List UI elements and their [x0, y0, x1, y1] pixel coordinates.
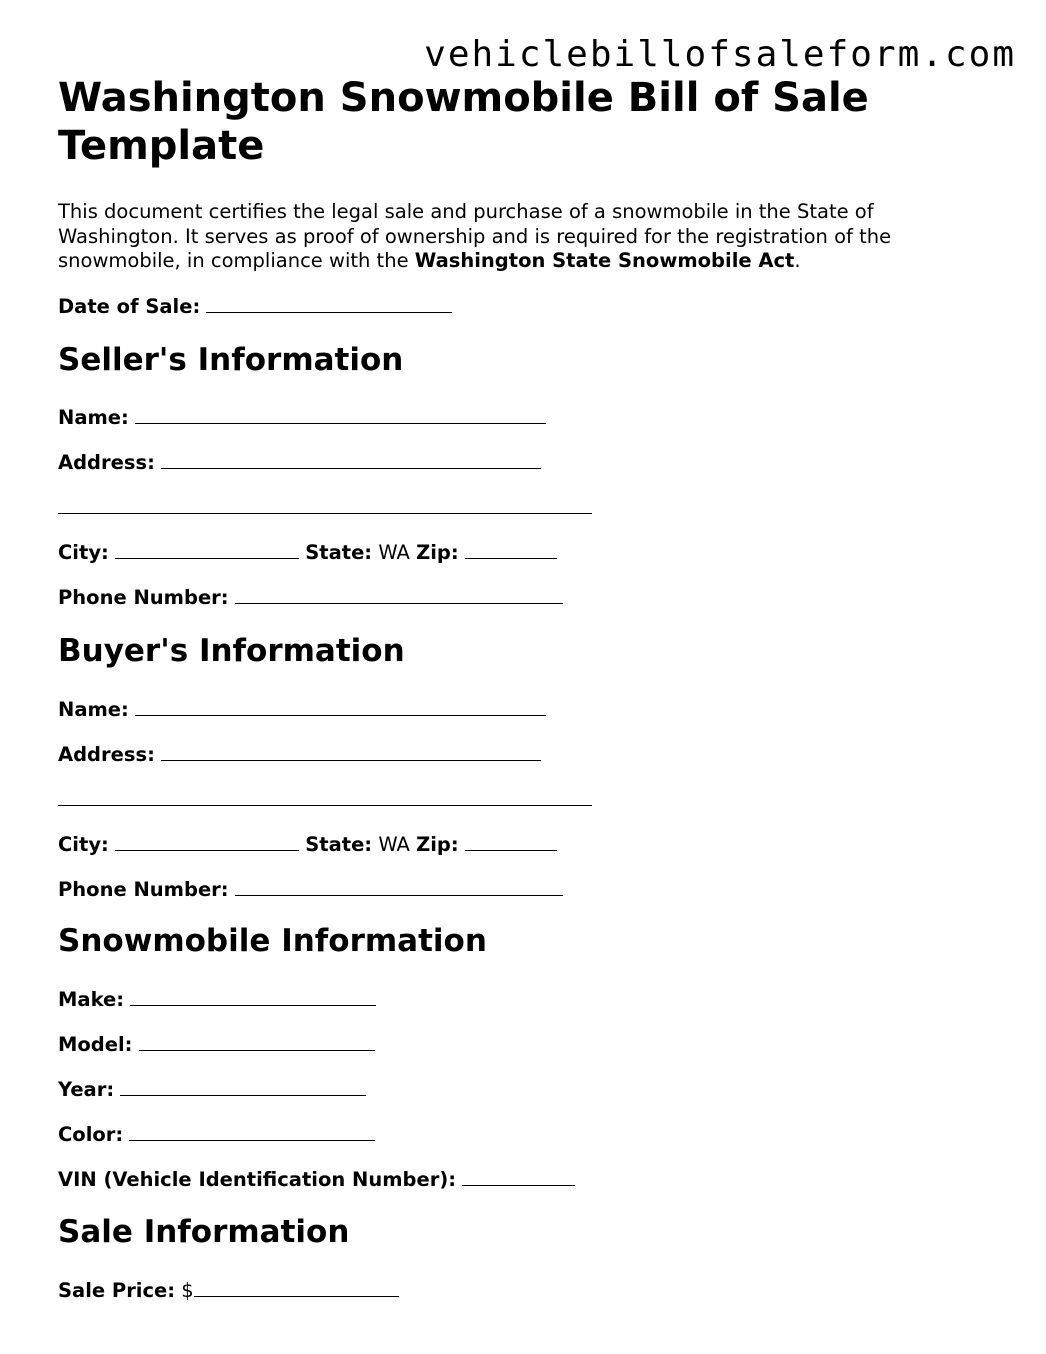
- color-row: [58, 1122, 375, 1146]
- year-row: [58, 1077, 366, 1101]
- color-field[interactable]: [129, 1122, 375, 1141]
- sale-price-field[interactable]: [194, 1278, 399, 1297]
- seller-address-label: Address:: [58, 451, 155, 474]
- date-of-sale-field[interactable]: [206, 294, 452, 313]
- intro-end: .: [794, 249, 801, 272]
- seller-city-row: [58, 540, 557, 564]
- vin-row: [58, 1167, 575, 1191]
- seller-name-label: Name:: [58, 406, 129, 429]
- buyer-name-field[interactable]: [135, 697, 546, 716]
- sale-price-label: Sale Price:: [58, 1279, 176, 1302]
- buyer-phone-field[interactable]: [235, 877, 563, 896]
- seller-phone-row: [58, 585, 563, 609]
- seller-address-line2-field[interactable]: [58, 495, 592, 514]
- make-row: [58, 987, 376, 1011]
- seller-name-row: [58, 405, 546, 429]
- buyer-name-row: [58, 697, 546, 721]
- seller-address-field[interactable]: [161, 450, 541, 469]
- year-label: Year:: [58, 1078, 115, 1101]
- intro-text: This document certifies the legal sale and purchase of a snowmobile in the State of Washington. It serves as proof of ownership and is required for the registration of the snowmobile, in compliance with the: [58, 200, 892, 272]
- buyer-address-line2-row: [58, 787, 592, 811]
- intro-act: Washington State Snowmobile Act: [414, 249, 795, 272]
- date-of-sale-row: [58, 294, 452, 318]
- seller-phone-label: Phone Number:: [58, 586, 229, 609]
- seller-address-line2-row: [58, 495, 592, 519]
- buyer-phone-label: Phone Number:: [58, 878, 229, 901]
- model-field[interactable]: [139, 1032, 375, 1051]
- buyer-zip-label: Zip:: [416, 833, 459, 856]
- seller-state-label: State:: [305, 541, 373, 564]
- buyer-zip-field[interactable]: [465, 832, 557, 851]
- buyer-address-label: Address:: [58, 743, 155, 766]
- buyer-phone-row: [58, 877, 563, 901]
- buyer-address-line2-field[interactable]: [58, 787, 592, 806]
- seller-zip-label: Zip:: [416, 541, 459, 564]
- model-row: [58, 1032, 375, 1056]
- currency-symbol: $: [181, 1279, 194, 1302]
- seller-zip-field[interactable]: [465, 540, 557, 559]
- watermark: vehiclebillofsaleform.com: [424, 34, 1016, 75]
- buyer-state-value: WA: [378, 833, 410, 856]
- year-field[interactable]: [120, 1077, 366, 1096]
- color-label: Color:: [58, 1123, 124, 1146]
- sale-heading: Sale Information: [58, 1214, 350, 1250]
- buyer-city-label: City:: [58, 833, 109, 856]
- seller-state-value: WA: [378, 541, 410, 564]
- seller-city-label: City:: [58, 541, 109, 564]
- seller-city-field[interactable]: [115, 540, 299, 559]
- snowmobile-heading: Snowmobile Information: [58, 923, 487, 959]
- page-title: Washington Snowmobile Bill of Sale Template: [58, 75, 869, 169]
- buyer-name-label: Name:: [58, 698, 129, 721]
- make-field[interactable]: [130, 987, 376, 1006]
- model-label: Model:: [58, 1033, 133, 1056]
- date-of-sale-label: Date of Sale:: [58, 295, 201, 318]
- seller-name-field[interactable]: [135, 405, 546, 424]
- seller-phone-field[interactable]: [235, 585, 563, 604]
- buyer-address-field[interactable]: [161, 742, 541, 761]
- vin-field[interactable]: [462, 1167, 575, 1186]
- vin-label: VIN (Vehicle Identification Number):: [58, 1168, 457, 1191]
- make-label: Make:: [58, 988, 125, 1011]
- buyer-city-row: [58, 832, 557, 856]
- intro-paragraph: [58, 200, 958, 274]
- buyer-state-label: State:: [305, 833, 373, 856]
- seller-address-row: [58, 450, 541, 474]
- buyer-address-row: [58, 742, 541, 766]
- sale-price-row: [58, 1278, 399, 1302]
- buyer-heading: Buyer's Information: [58, 633, 405, 669]
- seller-heading: Seller's Information: [58, 342, 404, 378]
- buyer-city-field[interactable]: [115, 832, 299, 851]
